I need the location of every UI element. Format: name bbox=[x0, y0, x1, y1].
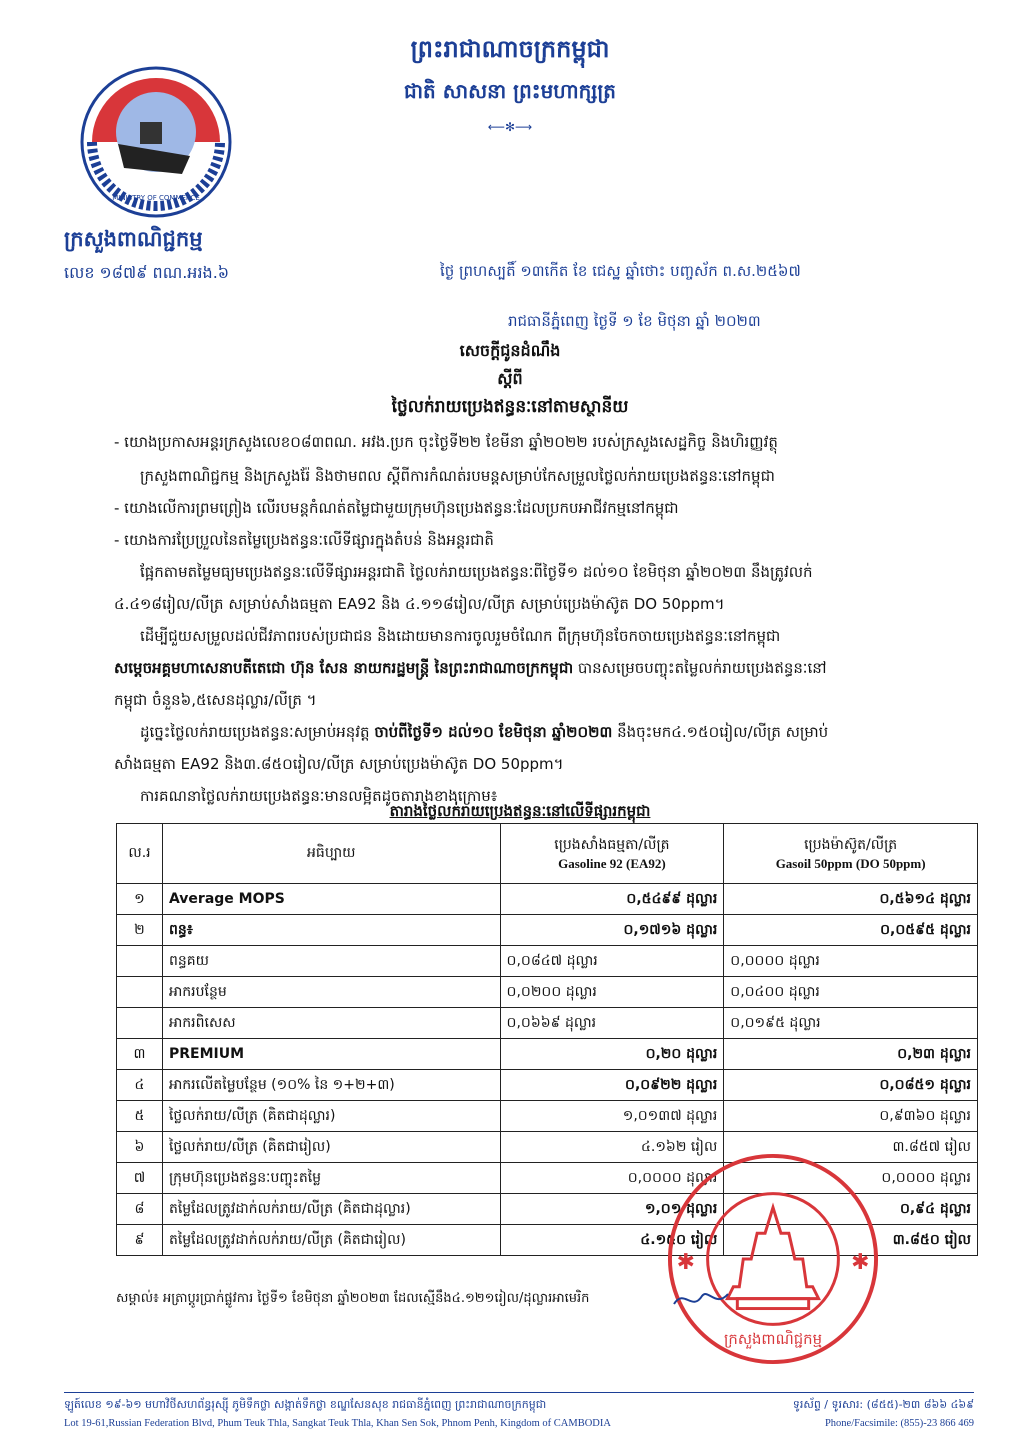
table-row bbox=[117, 1039, 978, 1070]
footer-phone-kh: ទូរស័ព្ទ / ទូរសារ: (៨៥៥)-២៣ ៨៦៦ ៤៦៩ bbox=[792, 1398, 974, 1411]
row-desc: ពន្ធគយ bbox=[162, 946, 500, 977]
footer-address-en: Lot 19-61,Russian Federation Blvd, Phum Teuk Thla, Sangkat Teuk Thla, Khan Sen Sok, Phnom Penh, Kingdom of CAMBODIA bbox=[64, 1418, 611, 1429]
row-diesel: ០,០០០០ ដុល្លារ bbox=[724, 1163, 978, 1194]
footer-divider bbox=[64, 1392, 974, 1393]
table-row bbox=[117, 1008, 978, 1039]
row-no: ៧ bbox=[117, 1163, 163, 1194]
table-row bbox=[117, 977, 978, 1008]
row-diesel: ០,២៣ ដុល្លារ bbox=[724, 1039, 978, 1070]
notice-subject-label: ស្តីពី bbox=[497, 369, 523, 388]
paragraph-3a-start: ដូច្នេះថ្លៃលក់រាយប្រេងឥន្ធនៈសម្រាប់អនុវត្ត bbox=[140, 723, 375, 741]
table-row bbox=[117, 946, 978, 977]
row-diesel: ៣.៨៥០ រៀល bbox=[724, 1225, 978, 1256]
header-diesel-label: ប្រេងម៉ាស៊ូត/លីត្រ bbox=[804, 837, 898, 853]
lunar-date: ថ្ងៃ ព្រហស្បតិ៍ ១៣កើត ខែ ជេស្ឋ ឆ្នាំថោះ បញ្ចស័ក ព.ស.២៥៦៧ bbox=[440, 262, 801, 280]
row-diesel: ០,៥៦១៤ ដុល្លារ bbox=[724, 884, 978, 915]
paragraph-2a: ដើម្បីជួយសម្រួលដល់ជីវភាពរបស់ប្រជាជន និងដោយមានការចូលរួមចំណែក ពីក្រុមហ៊ុនចែកចាយប្រេងឥន្ធនៈនៅកម្ពុជា bbox=[140, 627, 781, 645]
header-diesel-sub: Gasoil 50ppm (DO 50ppm) bbox=[775, 856, 926, 871]
row-desc: ថ្លៃលក់រាយ/លីត្រ (គិតជាដុល្លារ) bbox=[162, 1101, 500, 1132]
ministry-logo bbox=[78, 64, 234, 220]
header-no: ល.រ bbox=[117, 824, 163, 884]
signature bbox=[672, 1284, 732, 1314]
row-gasoline: ៤.១៥០ រៀល bbox=[500, 1225, 724, 1256]
header-gasoline bbox=[500, 824, 724, 884]
row-desc: PREMIUM bbox=[162, 1039, 500, 1070]
row-desc: តម្លៃដែលត្រូវដាក់លក់រាយ/លីត្រ (គិតជារៀល) bbox=[162, 1225, 500, 1256]
ornament-divider: ⟵✻⟶ bbox=[487, 120, 533, 134]
row-diesel: ០,០១៩៥ ដុល្លារ bbox=[724, 1008, 978, 1039]
footer-phone-en: Phone/Facsimile: (855)-23 866 469 bbox=[824, 1418, 974, 1429]
row-gasoline: ០,០២០០ ដុល្លារ bbox=[500, 977, 724, 1008]
row-no: ៣ bbox=[117, 1039, 163, 1070]
header-gasoline-label: ប្រេងសាំងធម្មតា/លីត្រ bbox=[554, 837, 670, 853]
svg-text:✱: ✱ bbox=[676, 1249, 695, 1275]
paragraph-3a-end: នឹងចុះមក៤.១៥០រៀល/លីត្រ សម្រាប់ bbox=[612, 723, 829, 741]
row-diesel: ០,០៤០០ ដុល្លារ bbox=[724, 977, 978, 1008]
row-no: ៥ bbox=[117, 1101, 163, 1132]
row-gasoline: ០,០៩២២ ដុល្លារ bbox=[500, 1070, 724, 1101]
motto: ជាតិ សាសនា ព្រះមហាក្សត្រ bbox=[404, 79, 616, 103]
effective-period: ចាប់ពីថ្ងៃទី១ ដល់១០ ខែមិថុនា ឆ្នាំ២០២៣ bbox=[374, 723, 613, 741]
table-row bbox=[117, 1101, 978, 1132]
footer-address-kh: ឡូត៍លេខ ១៩-៦១ មហាវិថីសហព័ន្ធរុស្ស៊ី ភូមិទឹកថ្លា សង្កាត់ទឹកថ្លា ខណ្ឌសែនសុខ រាជធានីភ្នំពេញ ព្រះរាជាណាចក្រកម្ពុជា bbox=[64, 1398, 547, 1411]
row-gasoline: ០,៥៤៩៩ ដុល្លារ bbox=[500, 884, 724, 915]
row-gasoline: ១,០១ ដុល្លារ bbox=[500, 1194, 724, 1225]
notice-subject: ថ្លៃលក់រាយប្រេងឥន្ធនៈនៅតាមស្ថានីយ bbox=[391, 397, 629, 417]
header-gasoline-sub: Gasoline 92 (EA92) bbox=[558, 856, 666, 871]
table-row bbox=[117, 1070, 978, 1101]
official-stamp bbox=[664, 1150, 882, 1368]
bullet-1a: - យោងប្រកាសអន្តរក្រសួងលេខ០៨៣ពណ. អវង.ប្រក ចុះថ្ងៃទី២២ ខែមីនា ឆ្នាំ២០២២ របស់ក្រសួងសេដ្ឋកិច្ច និងហិរញ្ញវត្ថុ bbox=[114, 433, 778, 451]
row-gasoline: ០,០៦៦៩ ដុល្លារ bbox=[500, 1008, 724, 1039]
solar-date: រាជធានីភ្នំពេញ ថ្ងៃទី ១ ខែ មិថុនា ឆ្នាំ ២០២៣ bbox=[508, 312, 761, 330]
bullet-1b: ក្រសួងពាណិជ្ជកម្ម និងក្រសួងរ៉ែ និងថាមពល ស្តីពីការកំណត់របមន្តសម្រាប់កែសម្រួលថ្លៃលក់រាយប្រេងឥន្ធនៈនៅកម្ពុជា bbox=[140, 467, 775, 485]
row-gasoline: ០,១៧១៦ ដុល្លារ bbox=[500, 915, 724, 946]
notice-title: សេចក្តីជូនដំណឹង bbox=[459, 341, 561, 360]
paragraph-2b bbox=[114, 658, 984, 678]
row-desc: តម្លៃដែលត្រូវដាក់លក់រាយ/លីត្រ (គិតជាដុល្លារ) bbox=[162, 1194, 500, 1225]
ministry-name: ក្រសួងពាណិជ្ជកម្ម bbox=[64, 227, 203, 251]
paragraph-3b: សាំងធម្មតា EA92 និង៣.៨៥០រៀល/លីត្រ សម្រាប់ប្រេងម៉ាស៊ូត DO 50ppm។ bbox=[114, 755, 564, 773]
row-no bbox=[117, 1008, 163, 1039]
row-diesel: ០,០៥៩៥ ដុល្លារ bbox=[724, 915, 978, 946]
row-desc: អាករពិសេស bbox=[162, 1008, 500, 1039]
row-desc: ក្រុមហ៊ុនប្រេងឥន្ធនៈបញ្ចុះតម្លៃ bbox=[162, 1163, 500, 1194]
row-desc: អាករបន្ថែម bbox=[162, 977, 500, 1008]
paragraph-1a: ផ្អែកតាមតម្លៃមធ្យមប្រេងឥន្ធនៈលើទីផ្សារអន្តរជាតិ ថ្លៃលក់រាយប្រេងឥន្ធនៈពីថ្ងៃទី១ ដល់១០ ខែមិថុនា ឆ្នាំ២០២៣ នឹងត្រូវលក់ bbox=[140, 563, 813, 581]
bullet-2: - យោងលើការព្រមព្រៀង លើរបមន្តកំណត់តម្លៃជាមួយក្រុមហ៊ុនប្រេងឥន្ធនៈដែលប្រកបអាជីវកម្មនៅកម្ពុជា bbox=[114, 499, 679, 517]
bullet-3: - យោងការប្រែប្រួលនៃតម្លៃប្រេងឥន្ធនៈលើទីផ្សារក្នុងតំបន់ និងអន្តរជាតិ bbox=[114, 531, 494, 549]
exchange-rate-note: សម្គាល់៖ អត្រាប្តូរប្រាក់ផ្លូវការ ថ្ងៃទី១ ខែមិថុនា ឆ្នាំ២០២៣ ដែលស្មើនឹង៤.១២១រៀល/ដុល្លារអាមេរិក bbox=[116, 1291, 590, 1306]
kingdom-title: ព្រះរាជាណាចក្រកម្ពុជា bbox=[410, 35, 610, 63]
row-diesel: ០,០០០០ ដុល្លារ bbox=[724, 946, 978, 977]
row-gasoline: ០,០០០០ ដុល្លារ bbox=[500, 1163, 724, 1194]
row-no: ២ bbox=[117, 915, 163, 946]
logo-text: MINISTRY OF COMMERCE bbox=[112, 194, 200, 202]
table-row bbox=[117, 884, 978, 915]
paragraph-2b-rest: បានសម្រេចបញ្ចុះតម្លៃលក់រាយប្រេងឥន្ធនៈនៅ bbox=[573, 659, 827, 677]
row-diesel: ០,៩៣៦០ ដុល្លារ bbox=[724, 1101, 978, 1132]
row-gasoline: ១,០១៣៧ ដុល្លារ bbox=[500, 1101, 724, 1132]
row-no: ៩ bbox=[117, 1225, 163, 1256]
row-gasoline: ៤.១៦២ រៀល bbox=[500, 1132, 724, 1163]
table-caption: តារាងថ្លៃលក់រាយប្រេងឥន្ធនៈនៅលើទីផ្សារកម្ពុជា bbox=[389, 802, 651, 820]
prime-minister-name: សម្តេចអគ្គមហាសេនាបតីតេជោ ហ៊ុន សែន នាយករដ្ឋមន្ត្រី នៃព្រះរាជាណាចក្រកម្ពុជា bbox=[114, 659, 574, 677]
row-no bbox=[117, 977, 163, 1008]
row-diesel: ០,០៨៥១ ដុល្លារ bbox=[724, 1070, 978, 1101]
paragraph-2c: កម្ពុជា ចំនួន៦,៥សេនដុល្លារ/លីត្រ ។ bbox=[114, 691, 317, 709]
row-desc: ពន្ធ៖ bbox=[162, 915, 500, 946]
row-no: ៦ bbox=[117, 1132, 163, 1163]
svg-text:✱: ✱ bbox=[851, 1249, 870, 1275]
row-no: ១ bbox=[117, 884, 163, 915]
row-desc: ថ្លៃលក់រាយ/លីត្រ (គិតជារៀល) bbox=[162, 1132, 500, 1163]
row-desc: Average MOPS bbox=[162, 884, 500, 915]
header-description: អធិប្បាយ bbox=[162, 824, 500, 884]
paragraph-3a bbox=[140, 722, 984, 742]
row-diesel: ៣.៨៥៧ រៀល bbox=[724, 1132, 978, 1163]
table-row bbox=[117, 915, 978, 946]
row-gasoline: ០,០៨៤៧ ដុល្លារ bbox=[500, 946, 724, 977]
paragraph-4: ការគណនាថ្លៃលក់រាយប្រេងឥន្ធនៈមានលម្អិតដូចតារាងខាងក្រោម៖ bbox=[140, 787, 498, 805]
row-no: ៨ bbox=[117, 1194, 163, 1225]
row-diesel: ០,៩៤ ដុល្លារ bbox=[724, 1194, 978, 1225]
stamp-text: ក្រសួងពាណិជ្ជកម្ម bbox=[723, 1330, 823, 1349]
row-gasoline: ០,២០ ដុល្លារ bbox=[500, 1039, 724, 1070]
row-no bbox=[117, 946, 163, 977]
reference-number: លេខ ១៨៧៩ ពណ.អរង.៦ bbox=[64, 263, 230, 282]
paragraph-1b: ៤.៤១៨រៀល/លីត្រ សម្រាប់សាំងធម្មតា EA92 និង ៤.១១៨រៀល/លីត្រ សម្រាប់ប្រេងម៉ាស៊ូត DO 50ppm។ bbox=[114, 595, 725, 613]
row-no: ៤ bbox=[117, 1070, 163, 1101]
header-diesel bbox=[724, 824, 978, 884]
row-desc: អាករលើតម្លៃបន្ថែម (១០% នៃ ១+២+៣) bbox=[162, 1070, 500, 1101]
